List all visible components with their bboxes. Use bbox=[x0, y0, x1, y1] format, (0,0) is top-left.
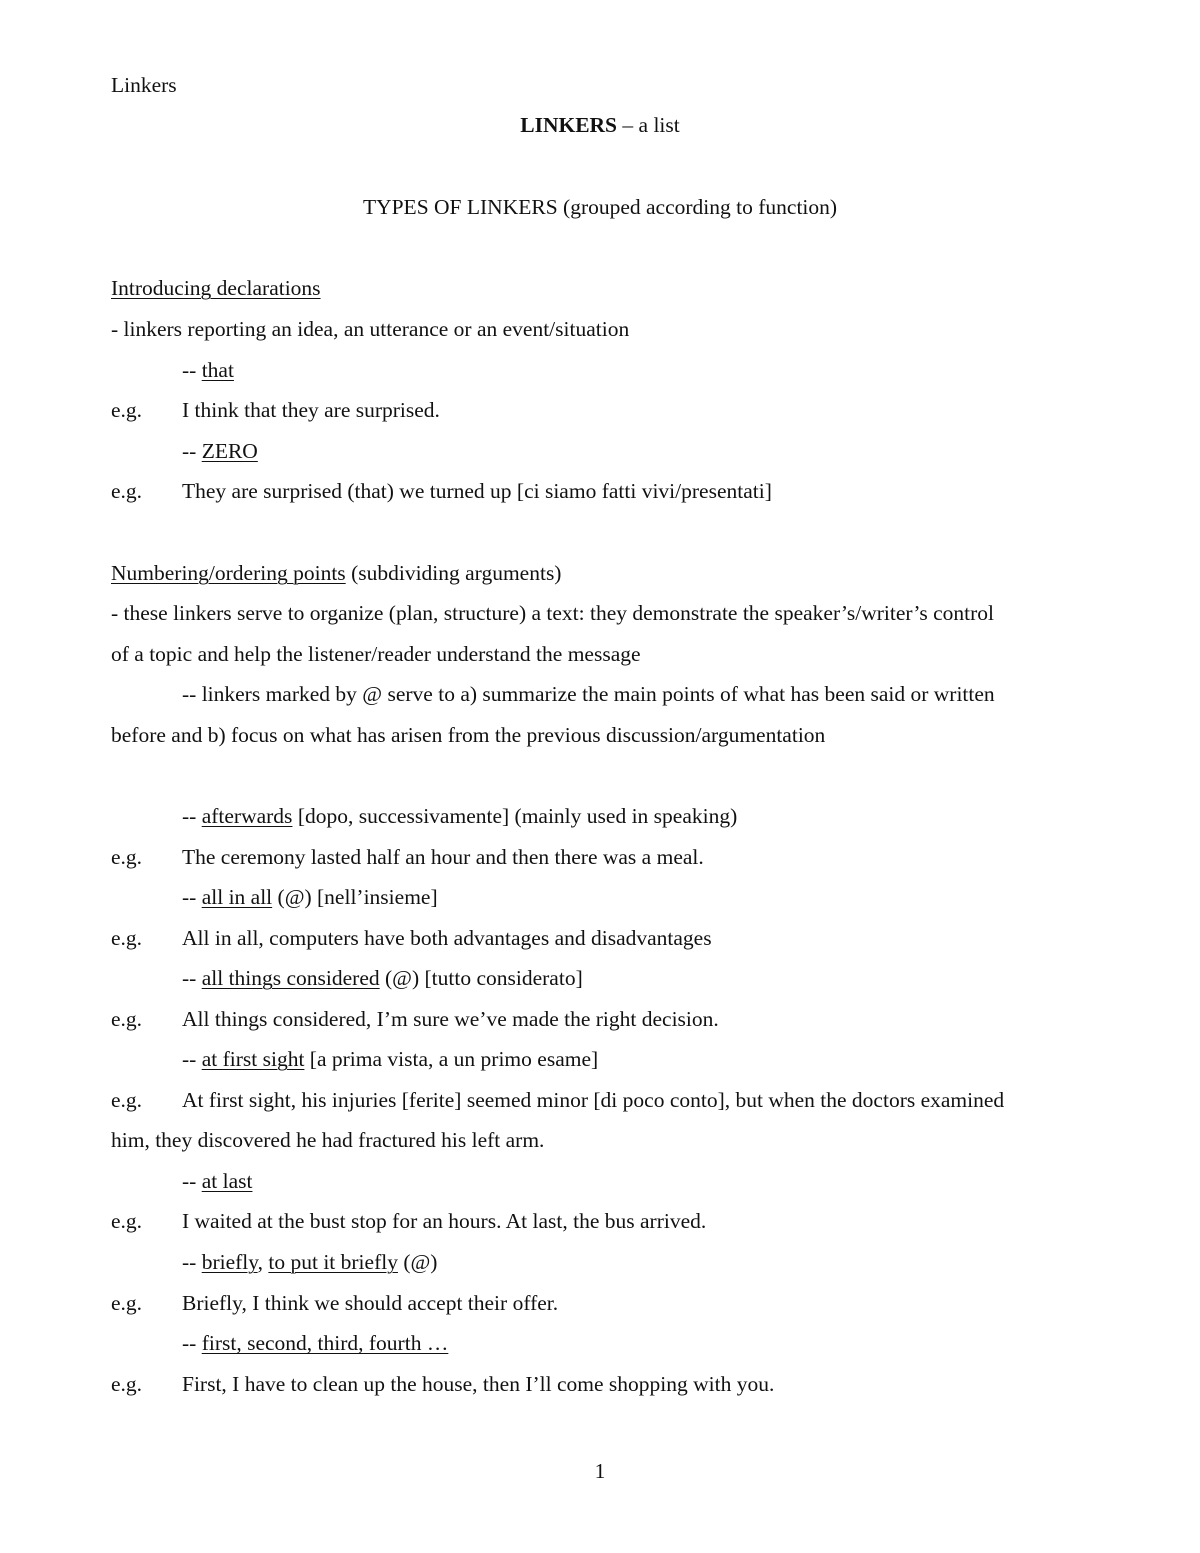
linker-term-line: -- briefly, to put it briefly (@) bbox=[182, 1250, 438, 1274]
linker-term-line: -- at first sight [a prima vista, a un primo esame] bbox=[182, 1047, 599, 1071]
section-description: - these linkers serve to organize (plan, structure) a text: they demonstrate the speaker’s/writer’s control bbox=[111, 601, 994, 625]
eg-label: e.g. bbox=[111, 1088, 143, 1112]
linker-term: at last bbox=[201, 1169, 253, 1193]
linker-term-line: -- all things considered (@) [tutto considerato] bbox=[182, 966, 583, 990]
linker-term-line: -- first, second, third, fourth … bbox=[182, 1331, 449, 1355]
linker-term-line: -- at last bbox=[182, 1169, 253, 1193]
linker-term: all in all bbox=[201, 885, 273, 909]
linker-term: all things considered bbox=[201, 966, 380, 990]
linker-term: to put it briefly bbox=[268, 1250, 398, 1274]
eg-label: e.g. bbox=[111, 926, 143, 950]
eg-label: e.g. bbox=[111, 479, 143, 503]
example-continuation: him, they discovered he had fractured his left arm. bbox=[111, 1128, 545, 1152]
linker-term: first, second, third, fourth … bbox=[201, 1331, 449, 1355]
linker-term: afterwards bbox=[201, 804, 293, 828]
linker-term: that bbox=[201, 358, 234, 382]
section-note: before and b) focus on what has arisen from the previous discussion/argumentation bbox=[111, 723, 826, 747]
linker-term: at first sight bbox=[201, 1047, 305, 1071]
section-description: of a topic and help the listener/reader understand the message bbox=[111, 642, 641, 666]
document-title bbox=[0, 112, 1200, 139]
linker-term-line: -- afterwards [dopo, successivamente] (mainly used in speaking) bbox=[182, 804, 738, 828]
example-text: I think that they are surprised. bbox=[182, 398, 440, 422]
linker-term: ZERO bbox=[201, 439, 258, 463]
eg-label: e.g. bbox=[111, 845, 143, 869]
eg-label: e.g. bbox=[111, 1291, 143, 1315]
example-text: The ceremony lasted half an hour and then there was a meal. bbox=[182, 845, 704, 869]
eg-label: e.g. bbox=[111, 1372, 143, 1396]
linker-term: briefly bbox=[201, 1250, 258, 1274]
example-text: All in all, computers have both advantages and disadvantages bbox=[182, 926, 712, 950]
example-text: They are surprised (that) we turned up [ci siamo fatti vivi/presentati] bbox=[182, 479, 772, 503]
eg-label: e.g. bbox=[111, 1007, 143, 1031]
title-rest: – a list bbox=[617, 113, 680, 137]
title-bold: LINKERS bbox=[520, 113, 618, 137]
example-text: I waited at the bust stop for an hours. At last, the bus arrived. bbox=[182, 1209, 707, 1233]
example-text: First, I have to clean up the house, then I’ll come shopping with you. bbox=[182, 1372, 775, 1396]
linker-term-line: -- ZERO bbox=[182, 439, 258, 463]
section-description: - linkers reporting an idea, an utterance or an event/situation bbox=[111, 317, 630, 341]
linker-term-line: -- all in all (@) [nell’insieme] bbox=[182, 885, 438, 909]
example-text: Briefly, I think we should accept their offer. bbox=[182, 1291, 559, 1315]
example-text: All things considered, I’m sure we’ve made the right decision. bbox=[182, 1007, 719, 1031]
page-number: 1 bbox=[594, 1459, 606, 1483]
eg-label: e.g. bbox=[111, 1209, 143, 1233]
example-text: At first sight, his injuries [ferite] seemed minor [di poco conto], but when the doctors examined bbox=[182, 1088, 1005, 1112]
section-heading: Introducing declarations bbox=[111, 276, 321, 300]
running-header: Linkers bbox=[111, 73, 177, 97]
eg-label: e.g. bbox=[111, 398, 143, 422]
document-subtitle: TYPES OF LINKERS (grouped according to function) bbox=[362, 195, 838, 219]
linker-term-line: -- that bbox=[182, 358, 234, 382]
section-heading: Numbering/ordering points (subdividing arguments) bbox=[111, 561, 562, 585]
section-note: -- linkers marked by @ serve to a) summarize the main points of what has been said or written bbox=[182, 682, 995, 706]
